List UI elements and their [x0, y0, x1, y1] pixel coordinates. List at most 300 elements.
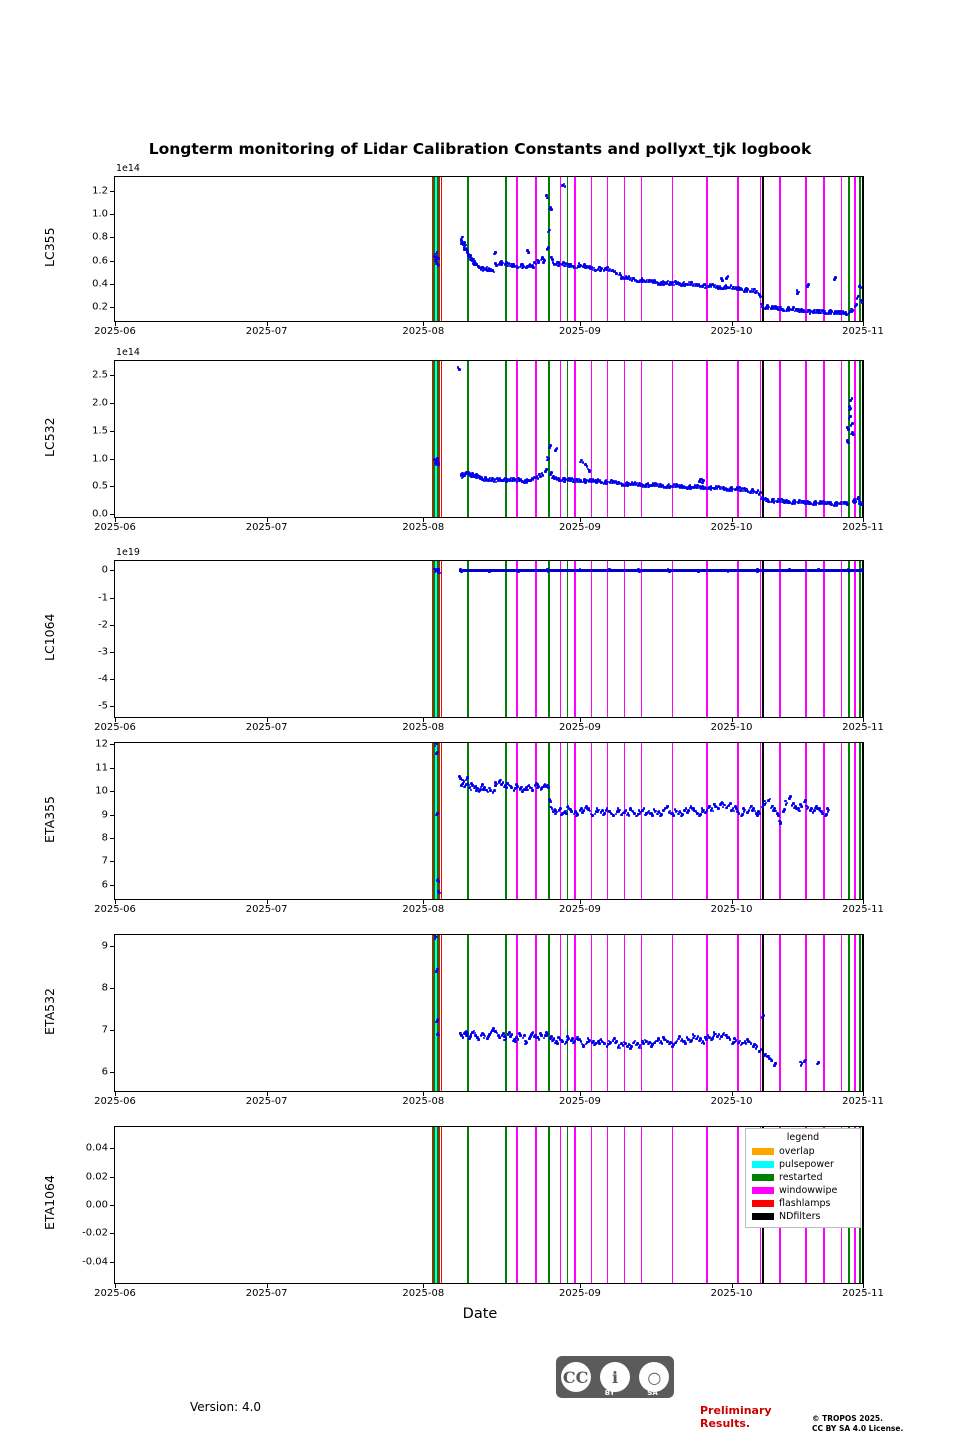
x-tick-mark — [423, 518, 424, 522]
event-line-NDfilters — [762, 935, 764, 1091]
data-point — [850, 433, 853, 436]
data-point — [523, 1034, 526, 1037]
data-point — [683, 1040, 686, 1043]
event-line-windowwipe — [560, 743, 562, 899]
legend-box — [745, 1128, 861, 1228]
event-line-windowwipe — [737, 361, 739, 517]
event-line-windowwipe — [841, 177, 843, 321]
y-tick-label: -2 — [98, 619, 108, 631]
y-tick-label: 9 — [101, 809, 108, 821]
legend-item-flashlamps[interactable] — [752, 1197, 854, 1210]
x-tick-label: 2025-06 — [94, 326, 136, 337]
cc-by-icon: i — [600, 1362, 630, 1392]
preliminary-line-1: Preliminary — [700, 1404, 772, 1417]
y-tick-label: 8 — [101, 832, 108, 844]
data-point — [593, 1044, 596, 1047]
y-tick-mark — [110, 679, 114, 680]
event-line-windowwipe — [624, 361, 626, 517]
data-point — [772, 809, 775, 812]
copyright-line-2: CC BY SA 4.0 License. — [812, 1424, 904, 1434]
data-point — [565, 1041, 568, 1044]
copyright-line-1: © TROPOS 2025. — [812, 1414, 883, 1423]
event-line-flashlamps — [441, 561, 443, 717]
data-point — [830, 312, 833, 315]
event-line-windowwipe — [854, 935, 856, 1091]
event-line-windowwipe — [672, 177, 674, 321]
subplot-eta532 — [114, 934, 864, 1092]
event-line-restarted — [848, 743, 850, 899]
x-tick-label: 2025-11 — [842, 522, 884, 533]
event-line-flashlamps — [441, 935, 443, 1091]
data-point — [468, 1037, 471, 1040]
copyright-note — [812, 1414, 903, 1434]
data-point — [758, 293, 761, 296]
y-tick-mark — [110, 214, 114, 215]
event-line-windowwipe — [779, 177, 781, 321]
event-line-NDfilters — [762, 561, 764, 717]
x-tick-label: 2025-07 — [245, 522, 288, 533]
data-point — [813, 809, 816, 812]
data-point — [668, 486, 671, 489]
legend-swatch-flashlamps — [752, 1200, 774, 1207]
y-tick-mark — [110, 514, 114, 515]
event-line-windowwipe — [574, 743, 576, 899]
event-line-flashlamps — [441, 361, 443, 517]
data-point — [493, 480, 496, 483]
x-tick-mark — [580, 718, 581, 722]
y-tick-label: 1.0 — [92, 453, 108, 464]
event-line-windowwipe — [706, 177, 708, 321]
y-tick-mark — [110, 744, 114, 745]
data-point — [754, 291, 757, 294]
data-point — [860, 286, 863, 289]
x-tick-mark — [863, 900, 864, 904]
data-point — [587, 1041, 590, 1044]
x-tick-label: 2025-07 — [245, 326, 288, 337]
data-point — [528, 1037, 531, 1040]
x-tick-label: 2025-11 — [842, 1288, 884, 1299]
cc-sa-label: SA — [647, 1389, 658, 1397]
data-point — [435, 752, 438, 755]
data-point — [435, 970, 438, 973]
x-tick-mark — [115, 718, 116, 722]
data-point — [505, 480, 508, 483]
data-point — [731, 1043, 734, 1046]
legend-item-pulsepower[interactable] — [752, 1158, 854, 1171]
event-line-windowwipe — [624, 561, 626, 717]
x-tick-label: 2025-11 — [842, 1096, 884, 1107]
data-point — [566, 1039, 569, 1042]
x-tick-label: 2025-06 — [94, 522, 136, 533]
event-line-windowwipe — [641, 935, 643, 1091]
event-line-NDfilters — [862, 561, 863, 717]
event-line-windowwipe — [737, 177, 739, 321]
x-tick-mark — [267, 900, 268, 904]
event-line-restarted — [548, 561, 550, 717]
preliminary-results-note — [700, 1405, 772, 1430]
data-point — [588, 469, 591, 472]
x-tick-label: 2025-08 — [402, 904, 445, 915]
subplot-eta355 — [114, 742, 864, 900]
event-line-restarted — [848, 935, 850, 1091]
x-tick-label: 2025-06 — [94, 1288, 136, 1299]
x-tick-label: 2025-07 — [245, 1288, 288, 1299]
cc-by-label: BY — [604, 1389, 615, 1397]
x-tick-label: 2025-11 — [842, 904, 884, 915]
y-tick-mark — [110, 191, 114, 192]
data-point — [800, 1064, 803, 1067]
data-point — [794, 502, 797, 505]
y-tick-mark — [110, 570, 114, 571]
y-tick-label: 12 — [95, 738, 108, 750]
data-point — [729, 1038, 732, 1041]
data-point — [671, 1045, 674, 1048]
cc-icon: CC — [561, 1362, 591, 1392]
data-point — [461, 236, 464, 239]
event-line-restarted — [548, 1127, 550, 1283]
data-point — [834, 276, 837, 279]
data-point — [437, 890, 440, 893]
data-point — [803, 1060, 806, 1063]
y-tick-label: 0.00 — [85, 1199, 108, 1211]
legend-item-ndfilters[interactable] — [752, 1210, 854, 1223]
data-point — [599, 269, 602, 272]
event-line-restarted — [567, 561, 569, 717]
data-point — [816, 1063, 819, 1066]
event-line-restarted — [433, 743, 435, 899]
event-line-restarted — [859, 561, 861, 717]
data-point — [486, 1037, 489, 1040]
legend-label: windowwipe — [779, 1185, 838, 1196]
event-line-windowwipe — [607, 743, 609, 899]
event-line-windowwipe — [607, 177, 609, 321]
data-point — [521, 267, 524, 270]
data-point — [546, 248, 549, 251]
event-line-windowwipe — [805, 361, 807, 517]
event-line-windowwipe — [841, 743, 843, 899]
event-line-windowwipe — [737, 935, 739, 1091]
data-point — [548, 208, 551, 211]
y-axis-offset-text: 1e19 — [116, 547, 140, 558]
data-point — [710, 1039, 713, 1042]
data-point — [773, 1064, 776, 1067]
data-point — [548, 798, 551, 801]
data-point — [767, 799, 770, 802]
x-tick-label: 2025-10 — [710, 722, 753, 733]
y-tick-label: 0.02 — [85, 1171, 108, 1183]
event-line-restarted — [437, 935, 439, 1091]
data-point — [838, 312, 841, 315]
data-point — [626, 484, 629, 487]
y-tick-label: 0 — [101, 564, 108, 576]
event-line-restarted — [437, 177, 439, 321]
data-point — [728, 569, 731, 572]
data-point — [584, 481, 587, 484]
y-tick-label: 0.6 — [92, 255, 108, 267]
y-tick-mark — [110, 988, 114, 989]
event-line-NDfilters — [762, 743, 764, 899]
data-point — [493, 253, 496, 256]
x-tick-mark — [580, 1284, 581, 1288]
data-point — [797, 807, 800, 810]
y-tick-mark — [110, 1205, 114, 1206]
data-point — [713, 285, 716, 288]
data-point — [566, 265, 569, 268]
x-tick-label: 2025-06 — [94, 1096, 136, 1107]
x-tick-mark — [863, 518, 864, 522]
legend-label: overlap — [779, 1146, 815, 1157]
x-tick-mark — [115, 322, 116, 326]
event-line-restarted — [848, 561, 850, 717]
data-point — [503, 786, 506, 789]
data-point — [524, 788, 527, 791]
data-point — [458, 368, 461, 371]
legend-item-overlap[interactable] — [752, 1145, 854, 1158]
y-tick-label: 8 — [101, 982, 108, 994]
data-point — [851, 311, 854, 314]
data-point — [856, 297, 859, 300]
subplot-lc532 — [114, 360, 864, 518]
data-point — [607, 570, 610, 573]
event-line-restarted — [859, 743, 861, 899]
creative-commons-logo — [556, 1356, 674, 1398]
event-line-windowwipe — [854, 361, 856, 517]
event-line-windowwipe — [760, 177, 762, 321]
data-point — [809, 312, 812, 315]
event-line-restarted — [859, 935, 861, 1091]
event-line-windowwipe — [535, 361, 537, 517]
data-point — [500, 263, 503, 266]
event-line-restarted — [848, 177, 850, 321]
data-point — [578, 266, 581, 269]
data-point — [788, 310, 791, 313]
event-line-windowwipe — [841, 561, 843, 717]
event-line-restarted — [467, 935, 469, 1091]
event-line-windowwipe — [737, 1127, 739, 1283]
data-point — [697, 570, 700, 573]
y-tick-mark — [110, 768, 114, 769]
y-tick-mark — [110, 1262, 114, 1263]
y-tick-mark — [110, 403, 114, 404]
data-point — [493, 271, 496, 274]
data-point — [801, 805, 804, 808]
data-point — [530, 266, 533, 269]
y-tick-mark — [110, 838, 114, 839]
data-point — [548, 446, 551, 449]
event-line-windowwipe — [779, 361, 781, 517]
data-point — [545, 194, 548, 197]
data-point — [524, 1043, 527, 1046]
event-line-windowwipe — [574, 1127, 576, 1283]
x-tick-label: 2025-10 — [710, 1096, 753, 1107]
legend-item-restarted[interactable] — [752, 1171, 854, 1184]
y-tick-label: 0.0 — [92, 508, 108, 520]
x-tick-mark — [267, 322, 268, 326]
event-line-restarted — [467, 1127, 469, 1283]
x-tick-mark — [580, 1092, 581, 1096]
event-line-restarted — [433, 935, 435, 1091]
data-point — [665, 807, 668, 810]
plot-area — [115, 177, 863, 321]
x-tick-label: 2025-08 — [402, 1096, 445, 1107]
subplot-lc1064 — [114, 560, 864, 718]
event-line-windowwipe — [706, 1127, 708, 1283]
event-line-windowwipe — [706, 935, 708, 1091]
data-point — [861, 568, 863, 571]
data-point — [493, 789, 496, 792]
data-point — [572, 480, 575, 483]
data-point — [759, 491, 762, 494]
data-point — [823, 502, 826, 505]
data-point — [647, 486, 650, 489]
x-tick-label: 2025-06 — [94, 904, 136, 915]
y-tick-label: 1.0 — [92, 208, 108, 220]
x-tick-label: 2025-09 — [559, 722, 601, 733]
data-point — [638, 813, 641, 816]
event-line-restarted — [548, 361, 550, 517]
x-tick-mark — [732, 518, 733, 522]
event-line-restarted — [433, 361, 435, 517]
data-point — [836, 504, 839, 507]
y-tick-mark — [110, 1072, 114, 1073]
event-line-windowwipe — [805, 743, 807, 899]
y-tick-label: 11 — [95, 762, 108, 774]
y-tick-label: 0.5 — [92, 480, 108, 492]
data-point — [548, 229, 551, 232]
y-tick-label: -5 — [98, 700, 108, 712]
event-line-windowwipe — [854, 743, 856, 899]
data-point — [698, 815, 701, 818]
x-tick-label: 2025-10 — [710, 904, 753, 915]
data-point — [650, 812, 653, 815]
event-line-windowwipe — [535, 935, 537, 1091]
x-tick-mark — [863, 322, 864, 326]
x-tick-mark — [115, 1284, 116, 1288]
event-line-windowwipe — [760, 561, 762, 717]
event-line-windowwipe — [516, 361, 518, 517]
data-point — [680, 815, 683, 818]
plot-area — [115, 561, 863, 717]
x-tick-mark — [423, 1284, 424, 1288]
y-axis-label-lc532: LC532 — [42, 417, 57, 457]
plot-area — [115, 743, 863, 899]
subplot-lc355 — [114, 176, 864, 322]
data-point — [536, 787, 539, 790]
y-tick-mark — [110, 284, 114, 285]
data-point — [563, 480, 566, 483]
event-line-windowwipe — [591, 1127, 593, 1283]
y-tick-mark — [110, 815, 114, 816]
data-point — [528, 251, 531, 254]
y-tick-mark — [110, 431, 114, 432]
y-tick-label: -0.04 — [82, 1256, 108, 1268]
event-line-flashlamps — [441, 1127, 443, 1283]
y-tick-mark — [110, 706, 114, 707]
legend-item-windowwipe[interactable] — [752, 1184, 854, 1197]
y-tick-mark — [110, 1177, 114, 1178]
data-point — [752, 492, 755, 495]
version-label: Version: 4.0 — [190, 1400, 262, 1414]
event-line-NDfilters — [762, 177, 764, 321]
data-point — [436, 460, 439, 463]
y-axis-label-eta355: ETA355 — [42, 795, 57, 843]
event-line-restarted — [567, 361, 569, 517]
y-tick-label: 0.8 — [92, 231, 108, 243]
y-axis-offset-text: 1e14 — [116, 347, 140, 358]
data-point — [605, 482, 608, 485]
legend-label: pulsepower — [779, 1159, 834, 1170]
event-line-windowwipe — [760, 743, 762, 899]
data-point — [478, 1038, 481, 1041]
y-tick-label: 9 — [101, 940, 108, 952]
data-point — [816, 570, 819, 573]
data-point — [488, 269, 491, 272]
data-point — [437, 257, 440, 260]
data-point — [730, 809, 733, 812]
data-point — [550, 471, 553, 474]
data-point — [854, 305, 857, 308]
data-point — [762, 1014, 765, 1017]
data-point — [554, 1042, 557, 1045]
data-point — [620, 277, 623, 280]
y-tick-mark — [110, 598, 114, 599]
data-point — [542, 261, 545, 264]
x-tick-label: 2025-07 — [245, 904, 288, 915]
data-point — [606, 1045, 609, 1048]
event-line-windowwipe — [607, 1127, 609, 1283]
data-point — [483, 1037, 486, 1040]
event-line-windowwipe — [516, 177, 518, 321]
data-point — [683, 284, 686, 287]
data-point — [783, 808, 786, 811]
event-line-restarted — [433, 1127, 435, 1283]
y-tick-label: 0.2 — [92, 301, 108, 313]
event-line-windowwipe — [560, 935, 562, 1091]
data-point — [861, 301, 863, 304]
event-line-restarted — [859, 361, 861, 517]
y-tick-mark — [110, 1030, 114, 1031]
y-tick-mark — [110, 261, 114, 262]
data-point — [704, 287, 707, 290]
y-axis-label-lc355: LC355 — [42, 227, 57, 267]
y-tick-label: 6 — [101, 879, 108, 891]
event-line-restarted — [437, 361, 439, 517]
event-line-windowwipe — [779, 561, 781, 717]
y-tick-mark — [110, 946, 114, 947]
legend-label: NDfilters — [779, 1211, 821, 1222]
x-tick-mark — [863, 1284, 864, 1288]
y-tick-mark — [110, 459, 114, 460]
event-line-windowwipe — [624, 177, 626, 321]
y-tick-label: -1 — [98, 592, 108, 604]
y-tick-mark — [110, 486, 114, 487]
y-tick-label: 1.5 — [92, 425, 108, 437]
x-tick-label: 2025-08 — [402, 522, 445, 533]
event-line-windowwipe — [672, 743, 674, 899]
data-point — [692, 284, 695, 287]
data-point — [533, 1035, 536, 1038]
event-line-restarted — [567, 177, 569, 321]
data-point — [675, 810, 678, 813]
event-line-windowwipe — [706, 743, 708, 899]
data-point — [675, 1041, 678, 1044]
y-tick-label: -4 — [98, 673, 108, 685]
event-line-windowwipe — [823, 561, 825, 717]
y-tick-mark — [110, 1233, 114, 1234]
data-point — [531, 789, 534, 792]
data-point — [701, 481, 704, 484]
x-tick-mark — [267, 518, 268, 522]
